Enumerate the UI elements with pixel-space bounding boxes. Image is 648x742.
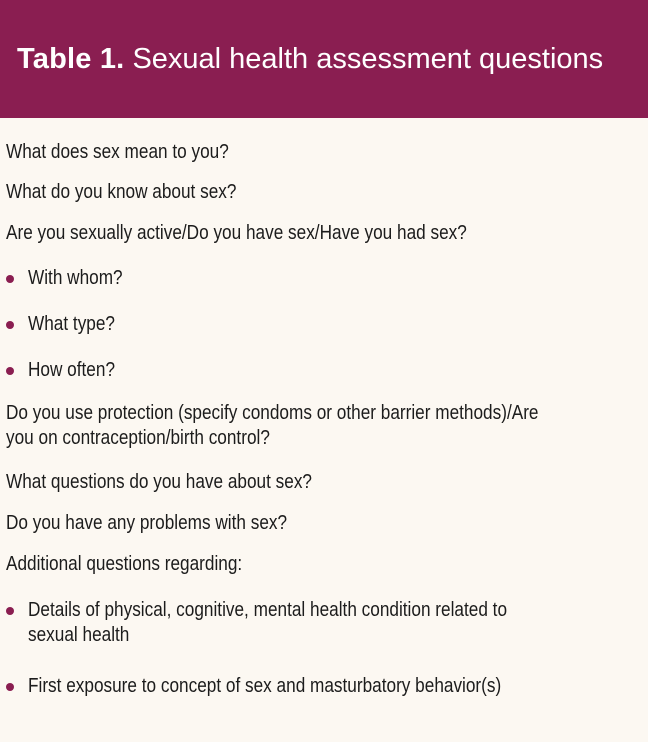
bullet-text-line-1: Details of physical, cognitive, mental health condition related to (28, 599, 508, 621)
bullet-item (6, 674, 626, 699)
question-item (6, 221, 467, 246)
table-title: Sexual health assessment questions (132, 42, 604, 75)
question-text-line-2: you on contraception/birth control? (6, 427, 270, 449)
bullet-text: First exposure to concept of sex and masturbatory behavior(s) (28, 675, 502, 697)
question-text: What does sex mean to you? (6, 141, 229, 163)
bullet-dot-icon (6, 367, 14, 375)
question-item (6, 470, 312, 495)
bullet-dot-icon (6, 275, 14, 283)
bullet-text (28, 598, 507, 648)
bullet-dot-icon (6, 683, 14, 691)
bullet-text-line-2: sexual health (28, 624, 130, 646)
question-item (6, 180, 236, 205)
bullet-text: What type? (28, 313, 116, 335)
bullet-text: With whom? (28, 267, 123, 289)
question-text-line-1: Do you use protection (specify condoms or other barrier methods)/Are (6, 402, 539, 424)
bullet-dot-icon (6, 321, 14, 329)
bullet-dot-icon (6, 607, 14, 615)
table-label: Table 1. (17, 42, 125, 75)
bullet-text: How often? (28, 359, 116, 381)
bullet-item (6, 266, 626, 291)
question-item (6, 401, 538, 451)
bullet-item (6, 312, 626, 337)
bullet-item (6, 598, 626, 648)
question-text: Are you sexually active/Do you have sex/Have you had sex? (6, 222, 467, 244)
question-text: Additional questions regarding: (6, 553, 243, 575)
question-item (6, 140, 229, 165)
question-text: Do you have any problems with sex? (6, 512, 288, 534)
table-header (0, 0, 648, 118)
question-item (6, 552, 242, 577)
question-text: What questions do you have about sex? (6, 471, 312, 493)
question-text: What do you know about sex? (6, 181, 237, 203)
question-item (6, 511, 287, 536)
bullet-item (6, 358, 626, 383)
